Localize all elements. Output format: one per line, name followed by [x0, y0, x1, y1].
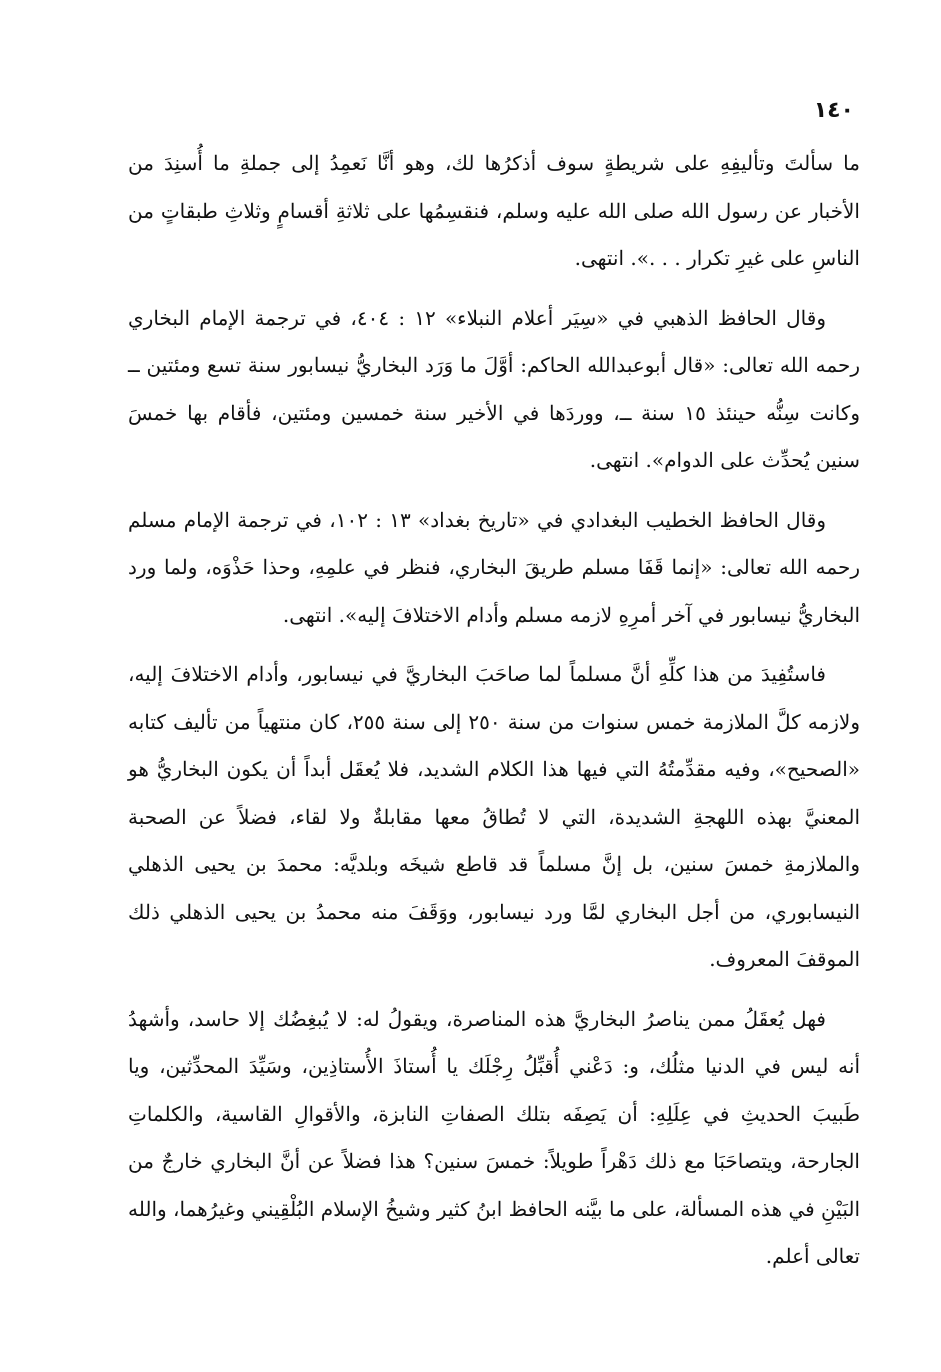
paragraph-3: وقال الحافظ الخطيب البغدادي في «تاريخ بغداد» ١٣ : ١٠٢، في ترجمة الإمام مسلم رحمه الله تعالى: «إنما قَفَا مسلم طريقَ البخاري، فنظر في علمِهِ، وحذا حَذْوَه، ولما ورد البخاريُّ نيسابور في آخر أمرِهِ لازمه مسلم وأدام الاختلافَ إليه». انتهى. [128, 507, 860, 627]
book-page [128, 96, 860, 1346]
paragraph-2: وقال الحافظ الذهبي في «سِيَر أعلام النبلاء» ١٢ : ٤٠٤، في ترجمة الإمام البخاري رحمه الله تعالى: «قال أبوعبدالله الحاكم: أوَّلَ ما وَرَد البخاريُّ نيسابور سنة تسع ومئتين ــ وكانت سِنُّه حينئذ ١٥ سنة ــ، ووردَها في الأخير سنة خمسين ومئتين، فأقام بها خمسَ سنين يُحدِّث على الدوام». انتهى. [128, 305, 860, 472]
page-number: ١٤٠ [813, 98, 854, 123]
paragraph-4: فاستُفِيدَ من هذا كلِّهِ أنَّ مسلماً لما صاحَبَ البخاريَّ في نيسابور، وأدام الاختلافَ إليه، ولازمه كلَّ الملازمة خمس سنوات من سنة ٢٥٠ إلى سنة ٢٥٥، كان منتهياً من تأليف كتابه «الصحيح»، وفيه مقدِّمتُهُ التي فيها هذا الكلام الشديد، فلا يُعقَل أبداً أن يكون البخاريُّ هو المعنيَّ بهذه اللهجةِ الشديدة، التي لا تُطاقُ معها مقابلةٌ ولا لقاء، فضلاً عن الصحبة والملازمةِ خمسَ سنين، بل إنَّ مسلماً قد قاطع شيخَه وبلديَّه: محمدَ بن يحيى الذهلي النيسابوري، من أجل البخاري لمَّا ورد نيسابور، ووَقَفَ منه محمدُ بن يحيى الذهلي ذلك الموقفَ المعروف. [128, 662, 860, 971]
paragraph-5: فهل يُعقَلُ ممن يناصرُ البخاريَّ هذه المناصرة، ويقولُ له: لا يُبغِضُك إلا حاسد، وأشهدُ أنه ليس في الدنيا مثلُك، و: دَعْني أُقبِّلُ رِجْلَك يا أُستاذَ الأُستاذِين، وسَيِّدَ المحدِّثين، ويا طَبيبَ الحديثِ في عِلَلِهِ: أن يَصِفَه بتلك الصفاتِ النابزة، والأقوالِ القاسية، والكلماتِ الجارحة، ويتصاحَبَا مع ذلك دَهْراً طويلاً: خمسَ سنين؟ هذا فضلاً عن أنَّ البخاري خارجٌ من البَيْنِ في هذه المسألة، على ما بيَّنه الحافظ ابنُ كثير وشيخُ الإسلام البُلْقِيني وغيرُهما، والله تعالى أعلم. [128, 1006, 860, 1268]
paragraph-1: ما سألتَ وتأليفِهِ على شريطةٍ سوف أذكرُها لك، وهو أنَّا نَعمِدُ إلى جملةِ ما أُسنِدَ من الأخبار عن رسول الله صلى الله عليه وسلم، فنقسِمُها على ثلاثةِ أقسامٍ وثلاثِ طبقاتٍ من الناسِ على غيرِ تكرار . . .». انتهى. [128, 151, 860, 270]
